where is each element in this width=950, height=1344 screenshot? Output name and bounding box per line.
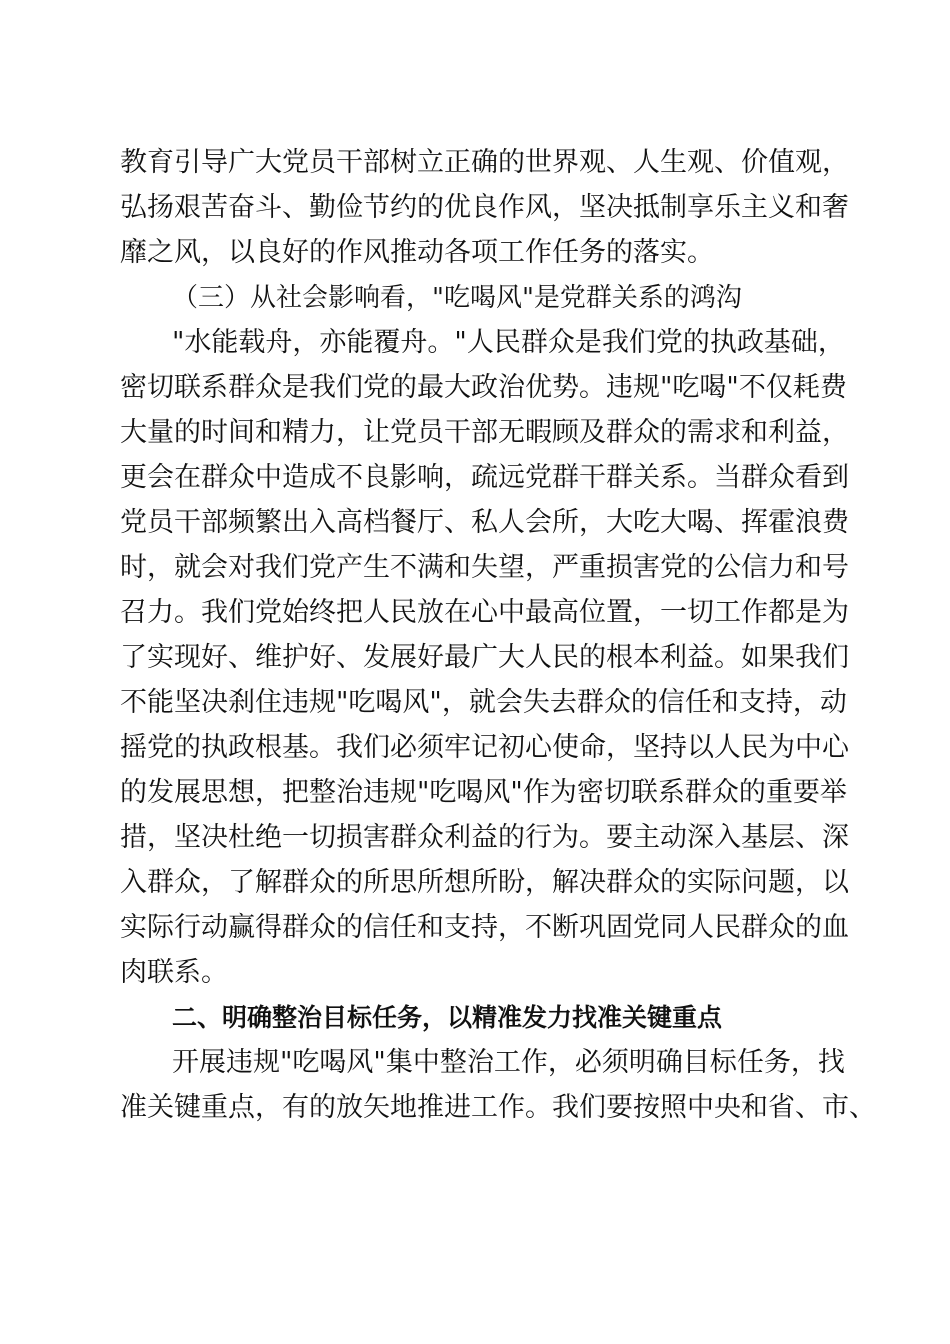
section-heading: 二、明确整治目标任务，以精准发力找准关键重点	[172, 1003, 723, 1032]
body-text-line: 入群众，了解群众的所思所想所盼，解决群众的实际问题，以	[120, 867, 849, 898]
body-text-line: 更会在群众中造成不良影响，疏远党群干群关系。当群众看到	[120, 462, 849, 493]
body-text-line: 的发展思想，把整治违规"吃喝风"作为密切联系群众的重要举	[120, 777, 847, 808]
body-text-line: 措，坚决杜绝一切损害群众利益的行为。要主动深入基层、深	[120, 822, 849, 853]
body-text-line: 准关键重点，有的放矢地推进工作。我们要按照中央和省、市、	[120, 1092, 876, 1123]
body-text-line: 教育引导广大党员干部树立正确的世界观、人生观、价值观，	[120, 147, 849, 178]
body-text-line: 了实现好、维护好、发展好最广大人民的根本利益。如果我们	[120, 642, 849, 673]
subheading: （三）从社会影响看，"吃喝风"是党群关系的鸿沟	[172, 283, 742, 313]
body-text-line: 肉联系。	[120, 957, 228, 988]
body-text-line: 党员干部频繁出入高档餐厅、私人会所，大吃大喝、挥霍浪费	[120, 507, 849, 538]
body-text-line: 密切联系群众是我们党的最大政治优势。违规"吃喝"不仅耗费	[120, 372, 847, 403]
body-text-line: 召力。我们党始终把人民放在心中最高位置，一切工作都是为	[120, 597, 849, 628]
body-text-line: 摇党的执政根基。我们必须牢记初心使命，坚持以人民为中心	[120, 732, 849, 763]
body-text-line: 弘扬艰苦奋斗、勤俭节约的优良作风，坚决抵制享乐主义和奢	[120, 192, 849, 223]
body-text-line: 开展违规"吃喝风"集中整治工作，必须明确目标任务，找	[172, 1047, 845, 1078]
body-text-line: 大量的时间和精力，让党员干部无暇顾及群众的需求和利益，	[120, 417, 849, 448]
body-text-line: "水能载舟，亦能覆舟。"人民群众是我们党的执政基础，	[172, 327, 845, 358]
body-text-line: 时，就会对我们党产生不满和失望，严重损害党的公信力和号	[120, 552, 849, 583]
body-text-line: 实际行动赢得群众的信任和支持，不断巩固党同人民群众的血	[120, 912, 849, 943]
body-text-line: 不能坚决刹住违规"吃喝风"，就会失去群众的信任和支持，动	[120, 687, 847, 718]
body-text-line: 靡之风，以良好的作风推动各项工作任务的落实。	[120, 237, 714, 268]
